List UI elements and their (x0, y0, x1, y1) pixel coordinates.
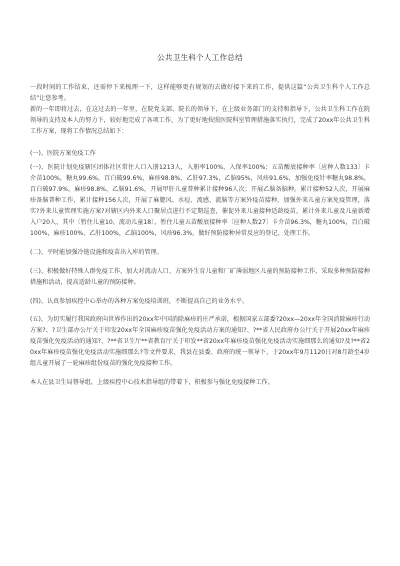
summary-paragraph: 新的一年即将过去，在这过去的一年里，在院党支部、院长的领导下，在上级业务部门的支持和指导下，公共卫生科工作在院领导的支持及本人的努力下，较好地完成了各项工作，为了更好地按照医院科室管理措施落实执行，完成了20xx年公共卫生科工作方案，现将工作情况总结如下： (30, 105, 370, 135)
section-heading: (一)、医院方案免疫工作 (30, 149, 96, 157)
document-title: 公共卫生科个人工作总结 (157, 53, 243, 62)
intro-paragraph: 一段时间的工作结束，还需停下来梳理一下，这样能够更有规划的去做好接下来的工作，提供这篇“公共卫生科个人工作总结”让您参考。 (30, 84, 370, 102)
closing-paragraph: 本人在县卫生局督导组、上级疾控中心技术指导组的带着下，积极参与强化免疫接种工作。 (30, 378, 274, 386)
special-groups-paragraph: (三)、积极做好特殊人群免疫工作，加大对流动人口、方案外生育儿童和厂矿薄弱地区儿童的预防接种工作，采取多种预防接种措施和活动，提高适龄儿童的预防接种。 (30, 267, 370, 286)
immunization-paragraph: (一)、医院计划免疫辖区团体社区常住人口入册1213人，入册率100%，入保率100%；五苗酸底接种率〔应种人数133〕卡介苗100%，糖丸99.6%，百白破99.6%，麻疹98.8%，乙肝97.3%，乙脑95%，风疹91.6%，加强免疫针率糖丸98.8%，百白破97.9%，麻疹98.8%，乙脑91.6%，开展甲肝儿童普种累计接种96人次；开展乙脑备脑种。累计接种52人次，开展麻疹备脑普种工作，累计接种156人次，开展了麻腮风、水痘、流感、流脑等方案外疫苗接种，加强外来儿童方案免疫管理，落实?外来儿童管理实施方案?对辖区内外来人口聚居点进行不定期巡查，催促外来儿童接种适龄疫苗，累计外来儿童及儿童新增入户20人，其中〔暂住儿童10、流动儿童18〕，暂住儿童五苗酸底接种率〔应种人数27〕卡介苗96.3%，糖丸100%，百白破100%，麻疹100%，乙肝100%，乙脑100%，风疹96.3%，做好预防接种异常反应的登记、处理工作。 (30, 164, 370, 237)
cold-chain-paragraph: (二)、平时能加强冷链设施和疫苗出入库的管理。 (30, 248, 163, 256)
training-paragraph: (四)、认真参加疾控中心举办的各种方案免疫培训班，不断提高自己的业务水平。 (30, 297, 249, 305)
measles-campaign-paragraph: (五)、为切实履行我国政府向世界作出的20xx年中国消除麻疹的庄严承诺，根据国家五部委?20xx—20xx年全国消除麻疹行动方案?、?卫生部办公厅关于印发20xx年全国麻疹疫苗强化免疫活动方案的通知?、?**省人民政府办公厅关于开展20xx年麻疹疫苗强化免疫活动的通知?、?**省卫生厅**省教育厅关于印发**省20xx年麻疹疫苗强化免疫活动实施细那么的通知?及?**省20xx年麻疹疫苗强化免疫活动实施细那么?等文件要求，我县在县委、政府的统一领导下，于20xx年9月1120日对8月龄至4岁组儿童开展了一轮麻疹组份疫苗的强化免疫接种工作。 (30, 316, 370, 368)
